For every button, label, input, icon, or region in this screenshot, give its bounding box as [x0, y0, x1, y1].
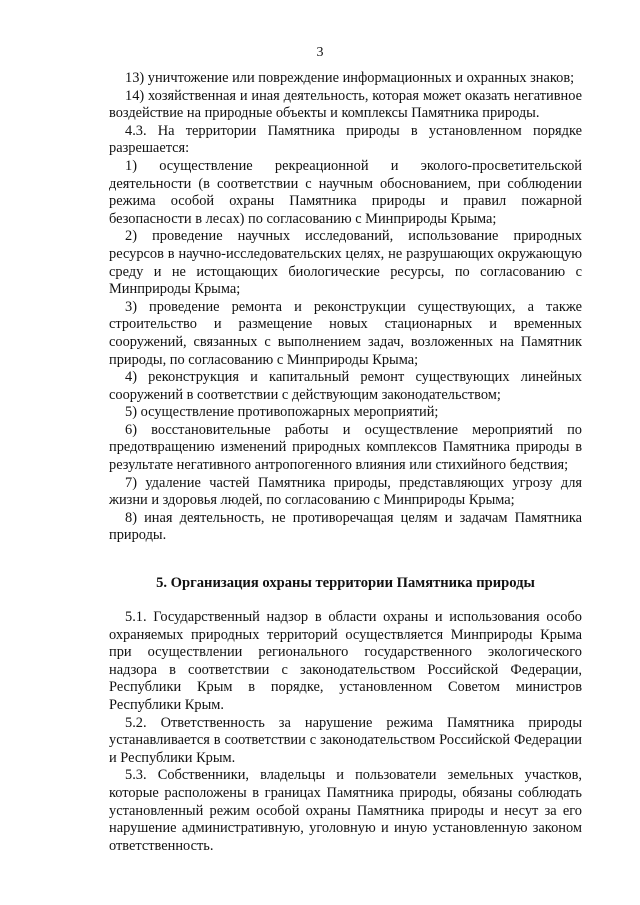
paragraph-permitted-7: 7) удаление частей Памятника природы, представляющих угрозу для жизни и здоровья людей, по согласованию с Минприроды Крыма;: [109, 474, 582, 509]
paragraph-item-13: 13) уничтожение или повреждение информационных и охранных знаков;: [125, 70, 575, 86]
page-number: 3: [316, 45, 324, 60]
paragraph-permitted-2: 2) проведение научных исследований, использование природных ресурсов в научно-исследовательских целях, не разрушающих окружающую среду и не истощающих биологические ресурсы, по согласованию с Минприроды Крыма;: [109, 228, 582, 298]
permitted-activities-section: [109, 70, 582, 545]
paragraph-permitted-3: 3) проведение ремонта и реконструкции существующих, а также строительство и размещение новых стационарных и временных сооружений, связанных с выполнением задач, возложенных на Памятник природы, по согласованию с Минприроды Крыма;: [109, 298, 582, 368]
paragraph-5-3: 5.3. Собственники, владельцы и пользователи земельных участков, которые расположены в границах Памятника природы, обязаны соблюдать установленный режим особой охраны Памятника природы и несут за его нарушение административную, уголовную и иную установленную законом ответственность.: [109, 767, 582, 854]
paragraph-permitted-8: 8) иная деятельность, не противоречащая целям и задачам Памятника природы.: [109, 509, 582, 544]
paragraph-item-14: 14) хозяйственная и иная деятельность, которая может оказать негативное воздействие на природные объекты и комплексы Памятника природы.: [109, 87, 582, 122]
paragraph-4-3: 4.3. На территории Памятника природы в установленном порядке разрешается:: [109, 122, 582, 157]
paragraph-permitted-4: 4) реконструкция и капитальный ремонт существующих линейных сооружений в соответствии с действующим законодательством;: [109, 369, 582, 403]
paragraph-permitted-1: 1) осуществление рекреационной и эколого-просветительской деятельности (в соответствии с научным обоснованием, при соблюдении режима особой охраны Памятника природы и правил пожарной безопасности в лесах) по согласованию с Минприроды Крыма;: [109, 157, 582, 227]
paragraph-5-2: 5.2. Ответственность за нарушение режима Памятника природы устанавливается в соответствии с законодательством Российской Федерации и Республики Крым.: [109, 714, 582, 766]
paragraph-permitted-5: 5) осуществление противопожарных мероприятий;: [125, 404, 439, 421]
section-5-body: [109, 609, 582, 855]
paragraph-permitted-6: 6) восстановительные работы и осуществление мероприятий по предотвращению изменений природных комплексов Памятника природы в результате негативного антропогенного влияния или стихийного бедствия;: [109, 421, 582, 474]
section-5-heading: 5. Организация охраны территории Памятника природы: [156, 575, 535, 592]
paragraph-5-1: 5.1. Государственный надзор в области охраны и использования особо охраняемых природных территорий осуществляется Минприроды Крыма при осуществлении регионального государственного экологического надзора в соответствии с законодательством Российской Федерации, Республики Крым в порядке, установленном Советом министров Республики Крым.: [109, 609, 582, 713]
document-body: [109, 70, 582, 855]
